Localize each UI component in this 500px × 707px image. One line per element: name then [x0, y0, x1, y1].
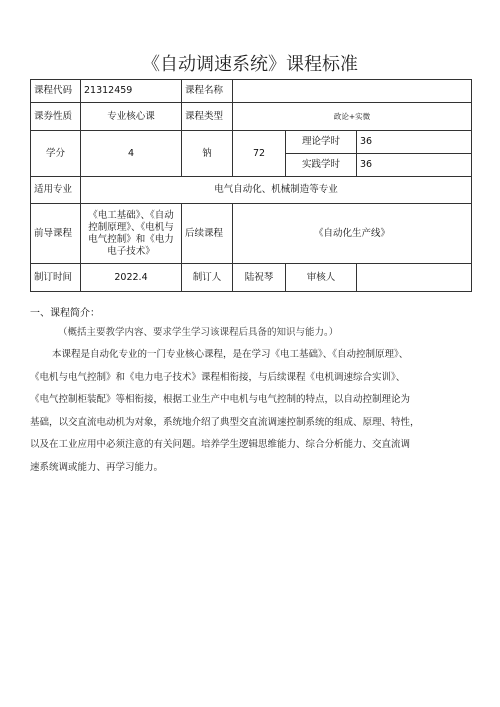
paragraph-line: 《电气控制柜装配》等相衔接，根据工业生产中电机与电气控制的特点，以自动控制理论为 — [30, 394, 411, 405]
paragraph-line: 以及在工业应用中必须注意的有关问题。培养学生逻辑思维能力、综合分析能力、交直流调 — [30, 439, 411, 450]
section-heading: 一、课程简介： — [30, 308, 100, 319]
maker-label: 制订人 — [182, 264, 233, 292]
practice-hours-value: 36 — [357, 154, 472, 177]
paragraph-line: 本课程是自动化专业的一门专业核心课程，是在学习《电工基础》、《自动控制原理》、 — [52, 349, 409, 360]
date-value: 2022.4 — [81, 264, 182, 292]
follow-value: 《自动化生产线》 — [233, 204, 472, 264]
major-value: 电气自动化、机械制造等专业 — [81, 177, 472, 204]
date-label: 制订时间 — [31, 264, 81, 292]
practice-hours-label: 实践学时 — [286, 154, 357, 177]
paragraph-line: 速系统调或能力、再学习能力。 — [30, 461, 164, 473]
course-name-value — [233, 80, 472, 103]
paragraph-line: 基础，以交直流电动机为对象，系统地介绍了典型交直流调速控制系统的组成、原理、特性， — [30, 416, 420, 428]
course-name-label: 课程名称 — [182, 80, 233, 103]
course-code-label: 课程代码 — [31, 80, 81, 103]
course-type-value: 政论+实微 — [233, 103, 472, 131]
theory-hours-value: 36 — [357, 131, 472, 154]
follow-label: 后续课程 — [182, 204, 233, 264]
document-title: 《自动调速系统》课程标准 — [142, 54, 358, 75]
reviewer-label: 审核人 — [286, 264, 357, 292]
course-info-table — [30, 79, 472, 292]
major-label: 适用专业 — [31, 177, 81, 204]
section-note: （概括主要教学内容、要求学生学习该课程后具备的知识与能力。） — [58, 327, 339, 338]
course-nature-value: 专业核心课 — [81, 103, 182, 131]
course-nature-label: 课券性质 — [31, 103, 81, 131]
total-hours-label: 钠 — [182, 131, 233, 177]
credit-value: 4 — [81, 131, 182, 177]
maker-value: 陆祝琴 — [233, 264, 286, 292]
course-intro-paragraph — [30, 344, 472, 479]
course-type-label: 课程类型 — [182, 103, 233, 131]
theory-hours-label: 理论学时 — [286, 131, 357, 154]
credit-label: 学分 — [31, 131, 81, 177]
prereq-value: 《电工基础》、《自动控制原理》、《电机与电气控制》和《电力电子技术》 — [81, 204, 182, 264]
reviewer-value — [357, 264, 472, 292]
paragraph-line: 《电机与电气控制》和《电力电子技术》课程相衔接，与后续课程《电机调速综合实训》、 — [30, 371, 406, 383]
course-code-value: 21312459 — [81, 80, 182, 103]
prereq-label: 前导课程 — [31, 204, 81, 264]
total-hours-value: 72 — [233, 131, 286, 177]
